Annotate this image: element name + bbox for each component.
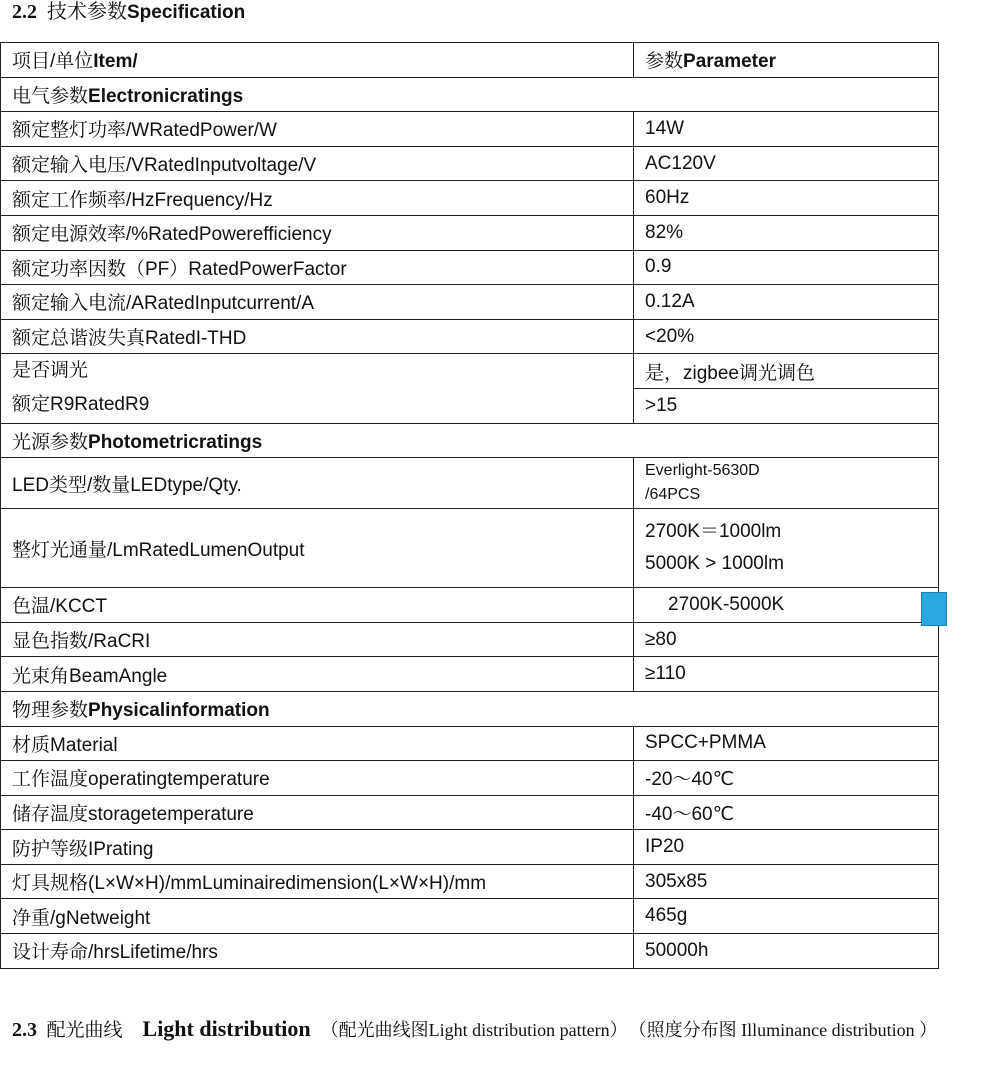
light-distribution-pattern-note: （配光曲线图Light distribution pattern） [320, 1020, 628, 1040]
dimming-label: 是否调光 [12, 360, 89, 382]
table-row [1, 112, 939, 147]
lumen-value-line2: 5000K > 1000lm [645, 553, 784, 575]
row-value: IP20 [634, 830, 939, 865]
table-row [1, 319, 939, 354]
r9-label: 额定R9RatedR9 [12, 394, 150, 416]
row-value: 82% [634, 215, 939, 250]
row-value: 0.12A [634, 285, 939, 320]
cct-label: 色温/KCCT [1, 588, 634, 623]
table-row [1, 795, 939, 830]
row-value: 14W [634, 112, 939, 147]
row-label: 额定输入电压/VRatedInputvoltage/V [1, 146, 634, 181]
section-row-electrical [1, 77, 939, 112]
section-title-en: Specification [127, 2, 246, 23]
row-label: 额定电源效率/%RatedPowerefficiency [1, 215, 634, 250]
led-type-value-line1: Everlight-5630D [645, 462, 760, 480]
section-label-physical: 物理参数Physicalinformation [1, 691, 939, 726]
table-row-lumen [1, 509, 939, 588]
row-value: <20% [634, 319, 939, 354]
table-row [1, 726, 939, 761]
row-value: AC120V [634, 146, 939, 181]
row-value: -40～60℃ [634, 795, 939, 830]
dimming-label-cell [1, 354, 634, 423]
table-row [1, 250, 939, 285]
dimming-value: 是，zigbee调光调色 [634, 354, 939, 389]
section-title-cn: 配光曲线 [46, 1020, 123, 1041]
row-label: 额定总谐波失真RatedI-THD [1, 319, 634, 354]
section-label-electrical: 电气参数Electronicratings [1, 77, 939, 112]
table-header-row [1, 43, 939, 78]
table-row [1, 864, 939, 899]
table-row [1, 285, 939, 320]
section-heading-2-3 [12, 1012, 1004, 1048]
row-label: 额定输入电流/ARatedInputcurrent/A [1, 285, 634, 320]
row-label: 额定工作频率/HzFrequency/Hz [1, 181, 634, 216]
row-label: 额定功率因数（PF）RatedPowerFactor [1, 250, 634, 285]
section-title-cn: 技术参数 [47, 1, 127, 23]
row-label: 工作温度operatingtemperature [1, 761, 634, 796]
cri-value: ≥80 [634, 622, 939, 657]
section-row-physical [1, 691, 939, 726]
table-row-led [1, 458, 939, 509]
row-label: 额定整灯功率/WRatedPower/W [1, 112, 634, 147]
row-value: 465g [634, 899, 939, 934]
cri-label: 显色指数/RaCRI [1, 622, 634, 657]
section-label-photometric: 光源参数Photometricratings [1, 423, 939, 458]
row-label: 储存温度storagetemperature [1, 795, 634, 830]
table-row [1, 215, 939, 250]
section-number: 2.2 [12, 1, 37, 23]
r9-value: >15 [634, 388, 939, 423]
table-row [1, 146, 939, 181]
row-label: 净重/gNetweight [1, 899, 634, 934]
lumen-value-line1: 2700K＝1000lm [645, 521, 782, 543]
section-row-photometric [1, 423, 939, 458]
header-item-text: 项目/单位Item/ [12, 51, 138, 73]
row-label: 防护等级IPrating [1, 830, 634, 865]
row-value: -20～40℃ [634, 761, 939, 796]
beam-label: 光束角BeamAngle [1, 657, 634, 692]
row-value: SPCC+PMMA [634, 726, 939, 761]
lumen-value-cell [634, 509, 939, 588]
led-type-value-cell [634, 458, 939, 509]
section-number: 2.3 [12, 1019, 37, 1041]
specification-table [0, 42, 939, 969]
row-label: 材质Material [1, 726, 634, 761]
table-row-cct [1, 588, 939, 623]
table-row [1, 830, 939, 865]
table-row-beam [1, 657, 939, 692]
lumen-label: 整灯光通量/LmRatedLumenOutput [1, 509, 634, 588]
beam-value: ≥110 [634, 657, 939, 692]
table-row [1, 899, 939, 934]
table-row [1, 934, 939, 969]
row-label: 灯具规格(L×W×H)/mmLuminairedimension(L×W×H)/mm [1, 864, 634, 899]
row-value: 60Hz [634, 181, 939, 216]
section-title-en: Light distribution [142, 1016, 311, 1041]
row-label: 设计寿命/hrsLifetime/hrs [1, 934, 634, 969]
row-value: 50000h [634, 934, 939, 969]
row-value: 0.9 [634, 250, 939, 285]
table-row [1, 761, 939, 796]
header-parameter [634, 43, 939, 78]
section-heading-2-2 [12, 0, 245, 25]
header-item [1, 43, 634, 78]
cct-value: 2700K-5000K [634, 588, 939, 623]
table-row-cri [1, 622, 939, 657]
table-row-dimming [1, 354, 939, 389]
led-type-label: LED类型/数量LEDtype/Qty. [1, 458, 634, 509]
illuminance-distribution-note: （照度分布图 Illuminance distribution ） [637, 1020, 938, 1040]
blue-marker [921, 592, 947, 626]
led-type-value-line2: /64PCS [645, 486, 701, 504]
row-value: 305x85 [634, 864, 939, 899]
header-parameter-text: 参数Parameter [645, 51, 776, 73]
table-row [1, 181, 939, 216]
